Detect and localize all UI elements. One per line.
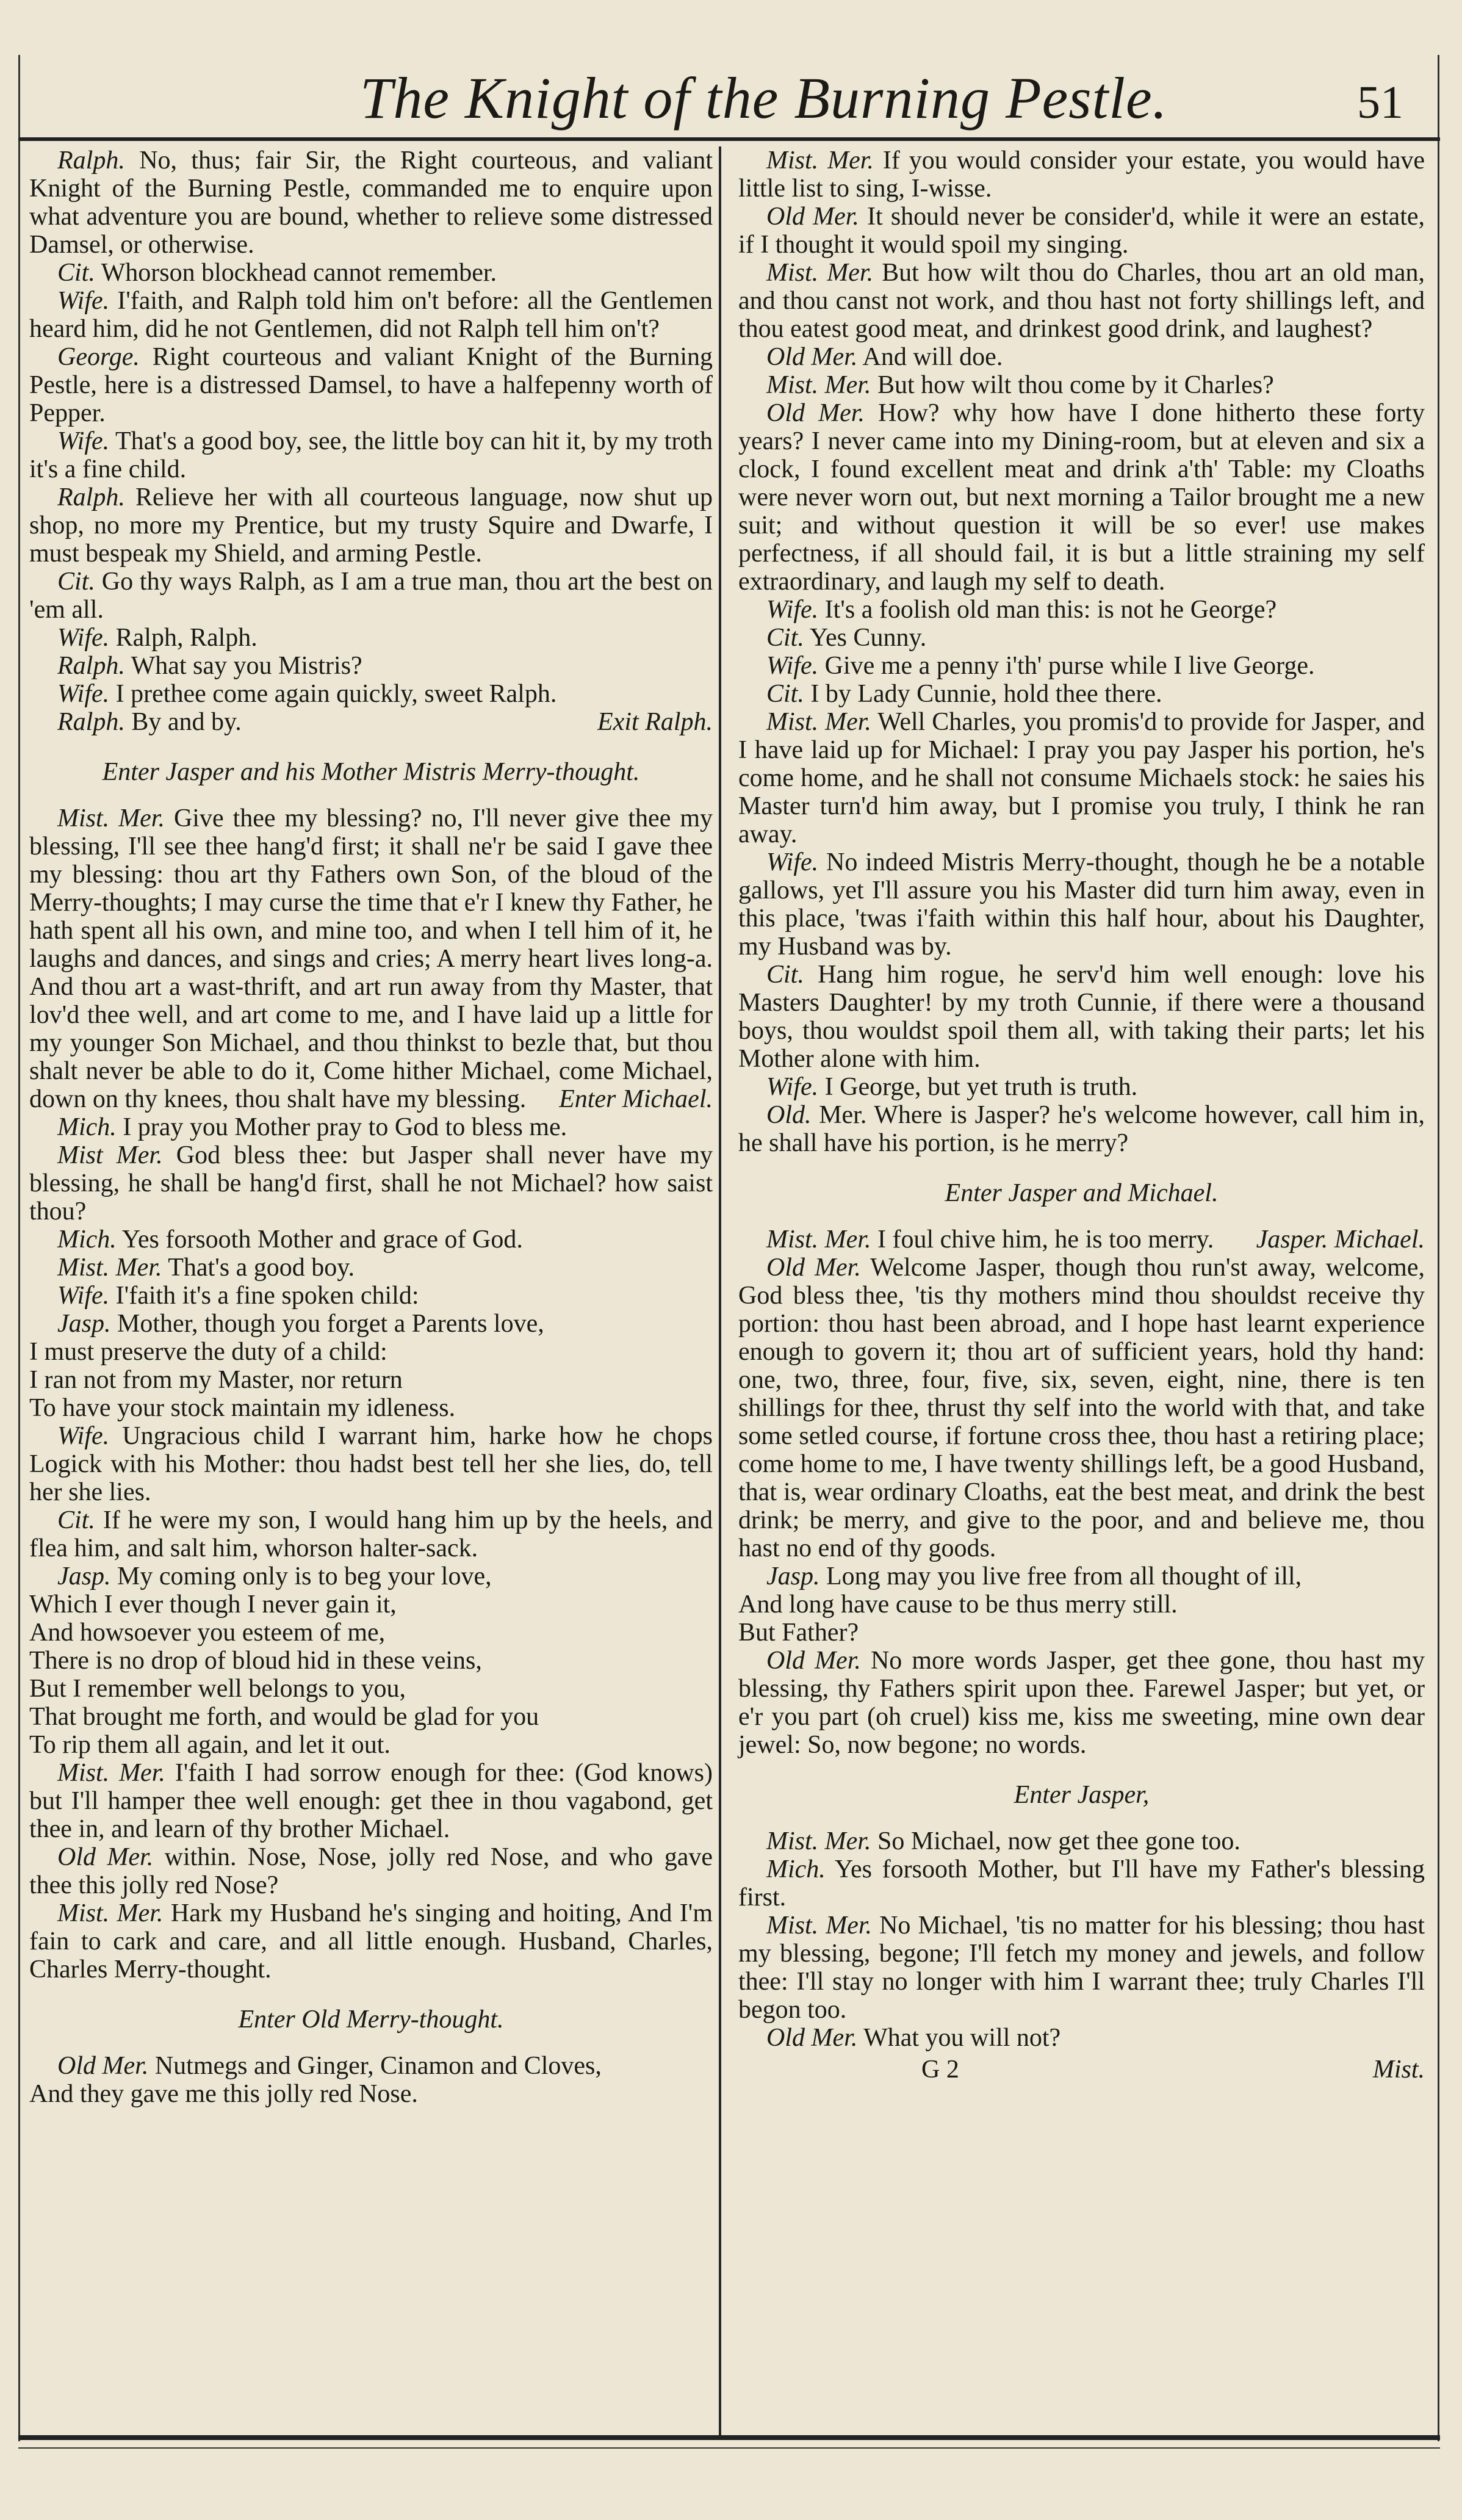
- speaker-name: Ralph.: [57, 652, 125, 680]
- speaker-name: George.: [57, 343, 140, 371]
- right-column: [738, 146, 1425, 2084]
- speaker-name: Old Mer.: [766, 1647, 861, 1675]
- frame-right-rule: [1438, 55, 1439, 2441]
- speaker-name: Old Mer.: [766, 2024, 858, 2052]
- speech: [738, 371, 1425, 399]
- speech: [29, 1422, 713, 1506]
- speaker-name: Ralph.: [57, 146, 125, 175]
- frame-left-rule: [18, 55, 20, 2441]
- speaker-name: Wife.: [57, 427, 110, 455]
- speaker-name: Wife.: [766, 652, 819, 680]
- speaker-name: Old Mer.: [766, 343, 858, 371]
- speech: [738, 1226, 1425, 1254]
- speech: [738, 1101, 1425, 1157]
- verse-line: [29, 1647, 713, 1675]
- speech-text: And will doe.: [862, 343, 1003, 371]
- speech-text: What you will not?: [863, 2024, 1061, 2052]
- speech-text: That's a good boy, see, the little boy can hit it, by my troth it's a fine child.: [29, 427, 713, 483]
- speech: [29, 1141, 713, 1226]
- speech-text: I George, but yet truth is truth.: [824, 1073, 1138, 1101]
- speech: [29, 1506, 713, 1562]
- speech-text: I'faith it's a fine spoken child:: [115, 1282, 419, 1310]
- speech: [29, 483, 713, 568]
- verse-line: [738, 1562, 1425, 1590]
- verse-line: [738, 1619, 1425, 1647]
- speech: [29, 1254, 713, 1282]
- verse-line: [29, 1562, 713, 1590]
- speaker-name: Old.: [766, 1101, 812, 1129]
- speaker-name: Wife.: [57, 624, 110, 652]
- speaker-name: Cit.: [766, 961, 804, 989]
- speech: [29, 708, 713, 736]
- speech: [29, 568, 713, 624]
- speech-text: Ralph, Ralph.: [115, 624, 257, 652]
- speech-text: If he were my son, I would hang him up by the heels, and flea him, and salt him, whorson halter-sack.: [29, 1506, 713, 1562]
- speech: [738, 343, 1425, 371]
- speech-text: No more words Jasper, get thee gone, thou hast my blessing, thy Fathers spirit upon thee. Farewel Jasper; but yet, or e'r you part (oh cruel) kiss me, kiss me sweeting, mine own dear jewel: So, now begone; no words.: [738, 1647, 1425, 1759]
- speech-text: I'faith I had sorrow enough for thee: (God knows) but I'll hamper thee well enough: get thee in thou vagabond, get thee in, and learn of thy brother Michael.: [29, 1759, 713, 1843]
- speech: [738, 680, 1425, 708]
- speech: [29, 680, 713, 708]
- verse-text: But Father?: [738, 1619, 859, 1647]
- speech: [29, 1226, 713, 1254]
- verse-line: [29, 1675, 713, 1703]
- running-title: The Knight of the Burning Pestle.: [360, 65, 1168, 131]
- speaker-name: Wife.: [57, 680, 110, 708]
- verse-text: Long may you live free from all thought of ill,: [826, 1562, 1302, 1590]
- speaker-name: Old Mer.: [57, 2052, 149, 2080]
- speech-text: If you would consider your estate, you would have little list to sing, I-wisse.: [738, 146, 1425, 203]
- speech-text: Give thee my blessing? no, I'll never give thee my blessing, I'll see thee hang'd first; it shall ne'r be said I gave thee my blessing: thou art thy Fathers own Son, of the bloud of the Merry-thoughts; I may curse the time that e'r I knew thy Father, he hath spent all his own, and mine too, and when I tell him of it, he laughs and dances, and sings and cries; A merry heart lives long-a. And thou art a wast-thrift, and art run away from thy Master, that lov'd thee well, and art come to me, and I have laid up a little for my younger Son Michael, and thou thinkst to bezle that, but thou shalt never be able to do it, Come hither Michael, come Michael, down on thy knees, thou shalt have my blessing.: [29, 804, 713, 1113]
- verse-line: [29, 1366, 713, 1394]
- speech-text: I prethee come again quickly, sweet Ralph.: [115, 680, 557, 708]
- speech: [738, 624, 1425, 652]
- speech: [29, 146, 713, 259]
- speech-text: No Michael, 'tis no matter for his blessing; thou hast my blessing, begone; I'll fetch my money and jewels, and follow thee: I'll stay no longer with him I warrant thee; truly Charles I'll begon too.: [738, 1912, 1425, 2024]
- page-number: 51: [1357, 77, 1403, 128]
- speech-text: Yes forsooth Mother and grace of God.: [121, 1226, 523, 1254]
- speech-text: Ungracious child I warrant him, harke how he chops Logick with his Mother: thou hadst best tell her she lies, do, tell her she lies.: [29, 1422, 713, 1506]
- page-footer: [738, 2056, 1425, 2084]
- stage-direction: Enter Old Merry-thought.: [238, 2006, 504, 2034]
- speech: [29, 1899, 713, 1984]
- speech: [29, 652, 713, 680]
- speaker-name: Mist. Mer.: [766, 259, 874, 287]
- exit-direction: Enter Michael.: [559, 1085, 713, 1113]
- speech: [738, 259, 1425, 343]
- speech: [738, 1855, 1425, 1912]
- speech: [738, 1647, 1425, 1759]
- speaker-name: Mist. Mer.: [766, 1827, 871, 1855]
- verse-text: Nutmegs and Ginger, Cinamon and Cloves,: [154, 2052, 602, 2080]
- speaker-name: Wife.: [57, 1282, 110, 1310]
- speech: [29, 1843, 713, 1899]
- verse-line: [29, 1394, 713, 1422]
- speaker-name: Mist. Mer.: [766, 146, 874, 175]
- speech-text: What say you Mistris?: [131, 652, 362, 680]
- speech: [738, 399, 1425, 596]
- speech-text: I foul chive him, he is too merry.: [877, 1226, 1214, 1254]
- speech: [738, 1254, 1425, 1562]
- speech: [738, 848, 1425, 961]
- speech-text: No, thus; fair Sir, the Right courteous, and valiant Knight of the Burning Pestle, commanded me to enquire upon what adventure you are bound, whether to relieve some distressed Damsel, or otherwise.: [29, 146, 713, 259]
- speech-text: Hark my Husband he's singing and hoiting, And I'm fain to cark and care, and all little enough. Husband, Charles, Charles Merry-thought.: [29, 1899, 713, 1984]
- speech: [738, 708, 1425, 848]
- speaker-name: Mist. Mer.: [766, 1226, 871, 1254]
- speaker-name: Jasp.: [766, 1562, 820, 1590]
- speaker-name: Mist. Mer.: [57, 1254, 162, 1282]
- speech: [29, 1282, 713, 1310]
- verse-text: I ran not from my Master, nor return: [29, 1366, 403, 1394]
- speaker-name: Old Mer.: [766, 203, 859, 231]
- verse-text: Mother, though you forget a Parents love,: [117, 1310, 544, 1338]
- column-divider: [719, 146, 721, 2435]
- speaker-name: Old Mer.: [766, 399, 865, 427]
- verse-text: And they gave me this jolly red Nose.: [29, 2080, 418, 2108]
- running-header: [18, 52, 1440, 137]
- speaker-name: Wife.: [57, 287, 110, 315]
- stage-direction: Enter Jasper and his Mother Mistris Merry-thought.: [102, 758, 640, 786]
- stage-direction: Enter Jasper and Michael.: [945, 1179, 1219, 1207]
- verse-text: And long have cause to be thus merry still.: [738, 1590, 1178, 1619]
- speech-text: Mer. Where is Jasper? he's welcome however, call him in, he shall have his portion, is he merry?: [738, 1101, 1425, 1157]
- speaker-name: Mist. Mer.: [57, 1759, 165, 1787]
- speaker-name: Mich.: [766, 1855, 826, 1883]
- speaker-name: Cit.: [766, 624, 804, 652]
- footer-rule-thin: [18, 2447, 1440, 2449]
- speech-text: Go thy ways Ralph, as I am a true man, thou art the best on 'em all.: [29, 568, 713, 624]
- verse-text: My coming only is to beg your love,: [117, 1562, 492, 1590]
- verse-line: [29, 2080, 713, 2108]
- speech: [29, 1759, 713, 1843]
- speaker-name: Ralph.: [57, 483, 125, 511]
- speech: [738, 146, 1425, 203]
- speech: [738, 652, 1425, 680]
- stage-direction: Enter Jasper,: [1014, 1781, 1150, 1809]
- speech-text: Welcome Jasper, though thou run'st away, welcome, God bless thee, 'tis thy mothers mind thou shouldst receive thy portion: thou hast been abroad, and I hope hast learnt experience enough to govern it; thou art of sufficient years, hold thy hand: one, two, three, four, five, six, seven, eight, nine, there is ten shillings for thee, thrust thy self into the world with that, and take some setled course, if fortune cross thee, thou hast a retiring place; come home to me, I have twenty shillings left, be a good Husband, that is, wear ordinary Cloaths, eat the best meat, and drink the best drink; be merry, and give to the poor, and and believe me, thou hast no end of thy goods.: [738, 1254, 1425, 1562]
- speaker-name: Ralph.: [57, 708, 125, 736]
- speaker-name: Wife.: [766, 848, 819, 876]
- verse-text: Which I ever though I never gain it,: [29, 1590, 397, 1619]
- speaker-name: Mich.: [57, 1113, 117, 1141]
- speech: [738, 1912, 1425, 2024]
- left-column: [29, 146, 713, 2108]
- speech: [29, 259, 713, 287]
- speech-text: But how wilt thou come by it Charles?: [877, 371, 1274, 399]
- speech-text: It's a foolish old man this: is not he George?: [824, 596, 1277, 624]
- verse-text: There is no drop of bloud hid in these veins,: [29, 1647, 482, 1675]
- speech-text: I by Lady Cunnie, hold thee there.: [810, 680, 1162, 708]
- speaker-name: Mist Mer.: [57, 1141, 163, 1169]
- speech: [29, 804, 713, 1113]
- speech-text: God bless thee: but Jasper shall never have my blessing, he shall be hang'd first, shall he not Michael? how saist thou?: [29, 1141, 713, 1226]
- speaker-name: Old Mer.: [766, 1254, 861, 1282]
- catchword: Mist.: [1372, 2056, 1425, 2084]
- speech-text: It should never be consider'd, while it were an estate, if I thought it would spoil my singing.: [738, 203, 1425, 259]
- speech-text: How? why how have I done hitherto these forty years? I never came into my Dining-room, but at eleven and six a clock, I found excellent meat and drink a'th' Table: my Cloaths were never worn out, but next morning a Tailor brought me a new suit; and without question it will be so ever! use makes perfectness, if all should fail, it is but a little straining my self extraordinary, and laugh my self to death.: [738, 399, 1425, 596]
- speech-text: Hang him rogue, he serv'd him well enough: love his Masters Daughter! by my troth Cunnie, if there were a thousand boys, thou wouldst spoil them all, with taking their parts; let his Mother alone with him.: [738, 961, 1425, 1073]
- speech-text: within. Nose, Nose, jolly red Nose, and who gave thee this jolly red Nose?: [29, 1843, 713, 1899]
- speech: [29, 624, 713, 652]
- exit-direction: Jasper. Michael.: [1256, 1226, 1425, 1254]
- speech: [29, 287, 713, 343]
- verse-line: [29, 2052, 713, 2080]
- speech-text: I'faith, and Ralph told him on't before: all the Gentlemen heard him, did he not Gentlemen, did not Ralph tell him on't?: [29, 287, 713, 343]
- speech-text: I pray you Mother pray to God to bless me.: [123, 1113, 567, 1141]
- speaker-name: Mich.: [57, 1226, 117, 1254]
- speech-text: So Michael, now get thee gone too.: [877, 1827, 1241, 1855]
- speech: [738, 2024, 1425, 2052]
- speaker-name: Wife.: [57, 1422, 110, 1450]
- speaker-name: Jasp.: [57, 1310, 111, 1338]
- verse-line: [29, 1338, 713, 1366]
- verse-text: But I remember well belongs to you,: [29, 1675, 406, 1703]
- exit-direction: Exit Ralph.: [597, 708, 713, 736]
- speaker-name: Mist. Mer.: [766, 1912, 873, 1940]
- speech-text: But how wilt thou do Charles, thou art an old man, and thou canst not work, and thou hast not forty shillings left, and thou eatest good meat, and drinkest good drink, and laughest?: [738, 259, 1425, 343]
- speech: [738, 1073, 1425, 1101]
- speaker-name: Wife.: [766, 1073, 819, 1101]
- verse-line: [738, 1590, 1425, 1619]
- speaker-name: Old Mer.: [57, 1843, 154, 1871]
- speech-text: Right courteous and valiant Knight of the Burning Pestle, here is a distressed Damsel, to have a halfepenny worth of Pepper.: [29, 343, 713, 427]
- footer-rule-thick: [18, 2435, 1440, 2440]
- speaker-name: Cit.: [57, 568, 95, 596]
- speaker-name: Cit.: [766, 680, 804, 708]
- verse-line: [29, 1310, 713, 1338]
- speaker-name: Mist. Mer.: [57, 1899, 164, 1927]
- speech-text: Yes forsooth Mother, but I'll have my Father's blessing first.: [738, 1855, 1425, 1912]
- speech-text: Relieve her with all courteous language, now shut up shop, no more my Prentice, but my trusty Squire and Dwarfe, I must bespeak my Shield, and arming Pestle.: [29, 483, 713, 568]
- verse-text: I must preserve the duty of a child:: [29, 1338, 387, 1366]
- speaker-name: Mist. Mer.: [57, 804, 165, 832]
- speech-text: Yes Cunny.: [809, 624, 927, 652]
- speech: [738, 961, 1425, 1073]
- speaker-name: Jasp.: [57, 1562, 111, 1590]
- speech-text: No indeed Mistris Merry-thought, though he be a notable gallows, yet I'll assure you his Master did turn him away, even in this place, 'twas i'faith within this half hour, about his Daughter, my Husband was by.: [738, 848, 1425, 961]
- speech-text: Well Charles, you promis'd to provide for Jasper, and I have laid up for Michael: I pray you pay Jasper his portion, he's come home, and he shall not consume Michaels stock: he saies his Master turn'd him away, but I promise you truly, I think he ran away.: [738, 708, 1425, 848]
- speech-text: Whorson blockhead cannot remember.: [101, 259, 497, 287]
- speech: [738, 596, 1425, 624]
- speaker-name: Mist. Mer.: [766, 371, 871, 399]
- verse-text: And howsoever you esteem of me,: [29, 1619, 386, 1647]
- header-rule: [18, 137, 1440, 141]
- verse-line: [29, 1619, 713, 1647]
- signature-mark: G 2: [921, 2056, 959, 2084]
- speech: [738, 1827, 1425, 1855]
- speaker-name: Cit.: [57, 259, 95, 287]
- speech: [29, 343, 713, 427]
- speech-text: That's a good boy.: [168, 1254, 355, 1282]
- speaker-name: Mist. Mer.: [766, 708, 871, 736]
- verse-text: To rip them all again, and let it out.: [29, 1731, 391, 1759]
- verse-text: That brought me forth, and would be glad for you: [29, 1703, 539, 1731]
- speech: [29, 1113, 713, 1141]
- verse-text: To have your stock maintain my idleness.: [29, 1394, 456, 1422]
- speaker-name: Wife.: [766, 596, 819, 624]
- speaker-name: Cit.: [57, 1506, 95, 1534]
- speech: [738, 203, 1425, 259]
- speech: [29, 427, 713, 483]
- speech-text: Give me a penny i'th' purse while I live George.: [824, 652, 1315, 680]
- speech-text: By and by.: [131, 708, 242, 736]
- verse-line: [29, 1590, 713, 1619]
- verse-line: [29, 1703, 713, 1731]
- verse-line: [29, 1731, 713, 1759]
